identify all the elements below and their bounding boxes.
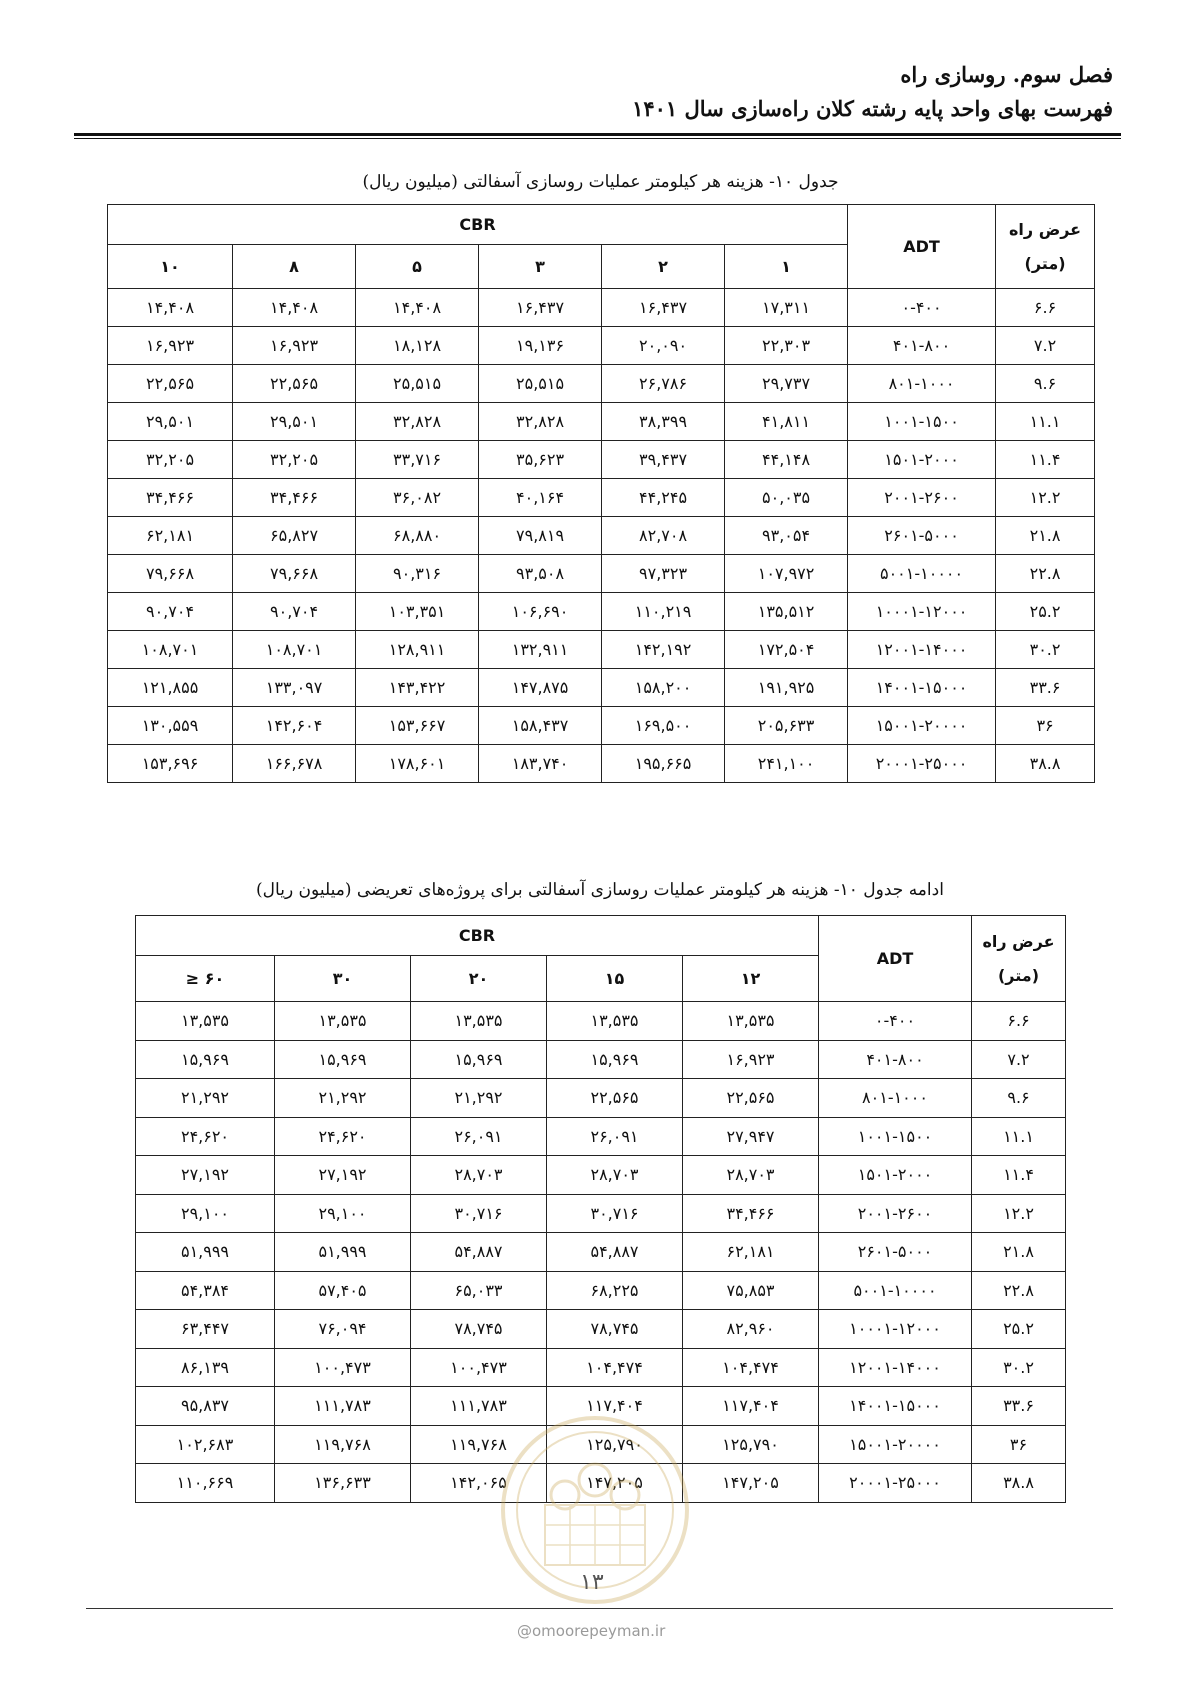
cost-cell: ۹۵,۸۳۷ [136,1387,275,1426]
cost-cell: ۵۰,۰۳۵ [725,479,848,517]
cost-cell: ۱۵,۹۶۹ [547,1040,683,1079]
cost-cell: ۲۵,۵۱۵ [356,365,479,403]
cost-cell: ۱۰۶,۶۹۰ [479,593,602,631]
cost-cell: ۱۴,۴۰۸ [108,289,233,327]
page-header [63,58,1113,126]
header-rule-thin [74,138,1121,139]
cbr-column-header: ۱۲ [683,956,819,1002]
cost-cell: ۱۹,۱۳۶ [479,327,602,365]
cost-cell: ۱۴,۴۰۸ [356,289,479,327]
cost-cell: ۴۰,۱۶۴ [479,479,602,517]
cost-cell: ۱۱۷,۴۰۴ [683,1387,819,1426]
adt-cell: ۱۰۰۱-۱۵۰۰ [819,1117,972,1156]
cost-cell: ۱۷۲,۵۰۴ [725,631,848,669]
cost-cell: ۱۶۹,۵۰۰ [602,707,725,745]
table-row [108,707,1095,745]
cost-cell: ۵۴,۳۸۴ [136,1271,275,1310]
cbr-column-header: ۱۵ [547,956,683,1002]
cost-cell: ۸۲,۷۰۸ [602,517,725,555]
cost-cell: ۳۰,۷۱۶ [411,1194,547,1233]
cost-cell: ۱۰۸,۷۰۱ [233,631,356,669]
road-width-cell: ۲۵.۲ [972,1310,1066,1349]
road-width-cell: ۳۳.۶ [972,1387,1066,1426]
cost-cell: ۶۳,۴۴۷ [136,1310,275,1349]
cost-cell: ۲۹,۵۰۱ [108,403,233,441]
adt-cell: ۱۵۰۰۱-۲۰۰۰۰ [819,1425,972,1464]
table-row [136,1310,1066,1349]
adt-cell: ۱۵۰۱-۲۰۰۰ [848,441,996,479]
cost-cell: ۱۳۲,۹۱۱ [479,631,602,669]
cost-cell: ۱۵,۹۶۹ [411,1040,547,1079]
cost-cell: ۹۰,۷۰۴ [108,593,233,631]
cost-cell: ۲۵,۵۱۵ [479,365,602,403]
road-width-cell: ۹.۶ [996,365,1095,403]
cost-cell: ۶۵,۸۲۷ [233,517,356,555]
cost-cell: ۱۶,۴۳۷ [479,289,602,327]
cost-cell: ۳۰,۷۱۶ [547,1194,683,1233]
adt-cell: ۱۲۰۰۱-۱۴۰۰۰ [819,1348,972,1387]
cost-cell: ۹۰,۷۰۴ [233,593,356,631]
cost-cell: ۸۶,۱۳۹ [136,1348,275,1387]
cost-cell: ۲۷,۱۹۲ [136,1156,275,1195]
cost-cell: ۲۹,۱۰۰ [275,1194,411,1233]
cost-cell: ۷۵,۸۵۳ [683,1271,819,1310]
cbr-column-header: ۳ [479,245,602,289]
cost-cell: ۱۲۵,۷۹۰ [547,1425,683,1464]
adt-header: ADT [819,916,972,1002]
road-width-cell: ۱۲.۲ [972,1194,1066,1233]
cost-cell: ۳۲,۲۰۵ [233,441,356,479]
cost-cell: ۶۸,۲۲۵ [547,1271,683,1310]
cost-cell: ۹۷,۳۲۳ [602,555,725,593]
adt-cell: ۱۲۰۰۱-۱۴۰۰۰ [848,631,996,669]
cost-cell: ۱۲۸,۹۱۱ [356,631,479,669]
cost-cell: ۱۰۸,۷۰۱ [108,631,233,669]
cost-cell: ۱۶,۹۲۳ [233,327,356,365]
cost-cell: ۳۴,۴۶۶ [233,479,356,517]
cost-cell: ۱۳,۵۳۵ [547,1002,683,1041]
cost-cell: ۱۴,۴۰۸ [233,289,356,327]
cost-cell: ۱۳۰,۵۵۹ [108,707,233,745]
cost-cell: ۲۱,۲۹۲ [275,1079,411,1118]
cost-cell: ۱۱۰,۲۱۹ [602,593,725,631]
road-width-cell: ۳۰.۲ [996,631,1095,669]
cost-cell: ۱۷,۳۱۱ [725,289,848,327]
table-row [108,517,1095,555]
cost-cell: ۶۲,۱۸۱ [108,517,233,555]
cost-cell: ۵۴,۸۸۷ [547,1233,683,1272]
cost-cell: ۱۴۲,۶۰۴ [233,707,356,745]
cost-cell: ۱۴۲,۰۶۵ [411,1464,547,1503]
road-width-cell: ۱۱.۱ [996,403,1095,441]
adt-cell: ۵۰۰۱-۱۰۰۰۰ [819,1271,972,1310]
cost-cell: ۵۷,۴۰۵ [275,1271,411,1310]
cbr-header: CBR [108,205,848,245]
cost-cell: ۲۲,۵۶۵ [233,365,356,403]
cost-cell: ۲۲,۳۰۳ [725,327,848,365]
table-row [136,1233,1066,1272]
table-row [136,1156,1066,1195]
cost-cell: ۲۷,۱۹۲ [275,1156,411,1195]
adt-cell: ۲۶۰۱-۵۰۰۰ [848,517,996,555]
cost-cell: ۲۹,۵۰۱ [233,403,356,441]
road-width-cell: ۹.۶ [972,1079,1066,1118]
cost-cell: ۱۵,۹۶۹ [136,1040,275,1079]
road-width-cell: ۲۱.۸ [996,517,1095,555]
cost-cell: ۲۶,۰۹۱ [411,1117,547,1156]
cost-cell: ۵۱,۹۹۹ [136,1233,275,1272]
cost-cell: ۱۴۳,۴۲۲ [356,669,479,707]
cost-cell: ۲۴,۶۲۰ [136,1117,275,1156]
road-width-cell: ۳۸.۸ [996,745,1095,783]
cost-cell: ۲۸,۷۰۳ [411,1156,547,1195]
cost-cell: ۳۵,۶۲۳ [479,441,602,479]
cost-cell: ۲۰۵,۶۳۳ [725,707,848,745]
cost-cell: ۱۳,۵۳۵ [136,1002,275,1041]
road-width-cell: ۳۳.۶ [996,669,1095,707]
cost-cell: ۱۱۱,۷۸۳ [411,1387,547,1426]
adt-cell: ۱۵۰۱-۲۰۰۰ [819,1156,972,1195]
cost-cell: ۲۶,۰۹۱ [547,1117,683,1156]
cost-cell: ۱۶,۹۲۳ [683,1040,819,1079]
cost-cell: ۲۹,۷۳۷ [725,365,848,403]
cost-cell: ۳۸,۳۹۹ [602,403,725,441]
cost-cell: ۲۹,۱۰۰ [136,1194,275,1233]
adt-cell: ۱۰۰۱-۱۵۰۰ [848,403,996,441]
road-width-cell: ۱۱.۱ [972,1117,1066,1156]
table-row [108,631,1095,669]
cost-cell: ۱۶۶,۶۷۸ [233,745,356,783]
watermark-url: @omoorepeyman.ir [517,1622,666,1640]
cost-cell: ۱۳۵,۵۱۲ [725,593,848,631]
cost-cell: ۲۲,۵۶۵ [683,1079,819,1118]
cost-cell: ۲۰,۰۹۰ [602,327,725,365]
table-row [108,365,1095,403]
road-width-cell: ۲۵.۲ [996,593,1095,631]
adt-cell: ۸۰۱-۱۰۰۰ [819,1079,972,1118]
cost-cell: ۸۲,۹۶۰ [683,1310,819,1349]
table-row [136,1040,1066,1079]
cost-cell: ۱۴۷,۲۰۵ [547,1464,683,1503]
cost-cell: ۷۶,۰۹۴ [275,1310,411,1349]
cost-cell: ۱۶,۹۲۳ [108,327,233,365]
cost-cell: ۳۲,۲۰۵ [108,441,233,479]
cost-cell: ۴۴,۲۴۵ [602,479,725,517]
cost-cell: ۱۸,۱۲۸ [356,327,479,365]
cost-cell: ۱۰۴,۴۷۴ [683,1348,819,1387]
table-row [108,441,1095,479]
cost-cell: ۲۴۱,۱۰۰ [725,745,848,783]
cost-cell: ۹۳,۵۰۸ [479,555,602,593]
cbr-column-header: ۸ [233,245,356,289]
road-width-cell: ۱۱.۴ [972,1156,1066,1195]
cost-cell: ۳۲,۸۲۸ [479,403,602,441]
table-row [108,555,1095,593]
cost-cell: ۱۰۲,۶۸۳ [136,1425,275,1464]
table-row [108,403,1095,441]
cost-cell: ۳۶,۰۸۲ [356,479,479,517]
adt-header: ADT [848,205,996,289]
table-row [108,745,1095,783]
cost-cell: ۵۴,۸۸۷ [411,1233,547,1272]
cost-cell: ۷۸,۷۴۵ [411,1310,547,1349]
cbr-column-header: ۵ [356,245,479,289]
road-width-cell: ۲۲.۸ [996,555,1095,593]
cost-cell: ۱۰۰,۴۷۳ [411,1348,547,1387]
road-width-cell: ۶.۶ [972,1002,1066,1041]
road-width-cell: ۳۸.۸ [972,1464,1066,1503]
header-rule [74,133,1121,136]
cost-table-1 [107,204,1095,783]
adt-cell: ۴۰۱-۸۰۰ [848,327,996,365]
adt-cell: ۱۰۰۰۱-۱۲۰۰۰ [819,1310,972,1349]
cost-cell: ۲۷,۹۴۷ [683,1117,819,1156]
cost-cell: ۳۴,۴۶۶ [683,1194,819,1233]
cost-cell: ۲۱,۲۹۲ [411,1079,547,1118]
cost-cell: ۱۵۸,۲۰۰ [602,669,725,707]
cost-cell: ۷۹,۶۶۸ [233,555,356,593]
adt-cell: ۵۰۰۱-۱۰۰۰۰ [848,555,996,593]
adt-cell: ۰-۴۰۰ [819,1002,972,1041]
cbr-column-header: ۲۰ [411,956,547,1002]
cost-cell: ۱۵۳,۶۹۶ [108,745,233,783]
road-width-cell: ۱۱.۴ [996,441,1095,479]
cost-cell: ۷۹,۶۶۸ [108,555,233,593]
table-row [136,1002,1066,1041]
cost-cell: ۴۱,۸۱۱ [725,403,848,441]
cost-cell: ۷۹,۸۱۹ [479,517,602,555]
road-width-cell: ۲۱.۸ [972,1233,1066,1272]
cost-cell: ۱۰۴,۴۷۴ [547,1348,683,1387]
adt-cell: ۱۰۰۰۱-۱۲۰۰۰ [848,593,996,631]
table-row [108,479,1095,517]
adt-cell: ۲۰۰۱-۲۶۰۰ [848,479,996,517]
cost-cell: ۳۳,۷۱۶ [356,441,479,479]
adt-cell: ۸۰۱-۱۰۰۰ [848,365,996,403]
cost-cell: ۱۳,۵۳۵ [275,1002,411,1041]
table-row [108,593,1095,631]
cost-cell: ۱۱۹,۷۶۸ [275,1425,411,1464]
cbr-column-header: ۳۰ [275,956,411,1002]
cost-cell: ۶۵,۰۳۳ [411,1271,547,1310]
cost-cell: ۱۰۷,۹۷۲ [725,555,848,593]
cost-cell: ۳۴,۴۶۶ [108,479,233,517]
road-width-cell: ۷.۲ [972,1040,1066,1079]
cost-cell: ۶۲,۱۸۱ [683,1233,819,1272]
cost-cell: ۱۳۶,۶۳۳ [275,1464,411,1503]
table-row [136,1271,1066,1310]
adt-cell: ۴۰۱-۸۰۰ [819,1040,972,1079]
cost-cell: ۳۹,۴۳۷ [602,441,725,479]
cbr-column-header: ۱ [725,245,848,289]
cost-cell: ۱۴۲,۱۹۲ [602,631,725,669]
cost-cell: ۵۱,۹۹۹ [275,1233,411,1272]
chapter-title: فصل سوم. روسازی راه [900,62,1113,87]
cost-cell: ۱۳,۵۳۵ [683,1002,819,1041]
table-row [108,327,1095,365]
cost-cell: ۱۸۳,۷۴۰ [479,745,602,783]
adt-cell: ۲۰۰۰۱-۲۵۰۰۰ [848,745,996,783]
road-width-cell: ۱۲.۲ [996,479,1095,517]
table-row [108,669,1095,707]
cost-cell: ۱۱۰,۶۶۹ [136,1464,275,1503]
cost-cell: ۱۴۷,۸۷۵ [479,669,602,707]
road-width-cell: ۳۰.۲ [972,1348,1066,1387]
adt-cell: ۲۶۰۱-۵۰۰۰ [819,1233,972,1272]
cost-cell: ۴۴,۱۴۸ [725,441,848,479]
cost-cell: ۲۶,۷۸۶ [602,365,725,403]
cost-cell: ۳۲,۸۲۸ [356,403,479,441]
cost-cell: ۱۳۳,۰۹۷ [233,669,356,707]
cost-cell: ۱۱۹,۷۶۸ [411,1425,547,1464]
cost-cell: ۱۷۸,۶۰۱ [356,745,479,783]
cost-cell: ۱۴۷,۲۰۵ [683,1464,819,1503]
cost-cell: ۲۱,۲۹۲ [136,1079,275,1118]
cost-cell: ۱۶,۴۳۷ [602,289,725,327]
cbr-column-header: ۲ [602,245,725,289]
page-number: ۱۳ [580,1570,604,1595]
cost-cell: ۱۳,۵۳۵ [411,1002,547,1041]
cost-cell: ۱۵۸,۴۳۷ [479,707,602,745]
width-header: عرض راه (متر) [996,205,1095,289]
cost-cell: ۱۹۱,۹۲۵ [725,669,848,707]
road-width-cell: ۳۶ [996,707,1095,745]
adt-cell: ۱۵۰۰۱-۲۰۰۰۰ [848,707,996,745]
cost-cell: ۱۱۷,۴۰۴ [547,1387,683,1426]
cost-cell: ۱۹۵,۶۶۵ [602,745,725,783]
table-row [136,1079,1066,1118]
cost-cell: ۱۵۳,۶۶۷ [356,707,479,745]
cost-cell: ۲۸,۷۰۳ [683,1156,819,1195]
road-width-cell: ۶.۶ [996,289,1095,327]
adt-cell: ۲۰۰۱-۲۶۰۰ [819,1194,972,1233]
cost-cell: ۱۰۳,۳۵۱ [356,593,479,631]
table-row [136,1194,1066,1233]
cost-cell: ۱۲۱,۸۵۵ [108,669,233,707]
cost-cell: ۲۲,۵۶۵ [547,1079,683,1118]
cost-cell: ۱۵,۹۶۹ [275,1040,411,1079]
road-width-cell: ۲۲.۸ [972,1271,1066,1310]
road-width-cell: ۷.۲ [996,327,1095,365]
width-header: عرض راه (متر) [972,916,1066,1002]
cost-cell: ۹۳,۰۵۴ [725,517,848,555]
table2-caption: ادامه جدول ۱۰- هزینه هر کیلومتر عملیات روسازی آسفالتی برای پروژه‌های تعریضی (میلیون ریال) [256,880,944,900]
cbr-column-header: ۱۰ [108,245,233,289]
adt-cell: ۱۴۰۰۱-۱۵۰۰۰ [848,669,996,707]
cost-cell: ۷۸,۷۴۵ [547,1310,683,1349]
table-row [108,289,1095,327]
table-row [136,1117,1066,1156]
cost-cell: ۲۲,۵۶۵ [108,365,233,403]
cost-cell: ۶۸,۸۸۰ [356,517,479,555]
cbr-header: CBR [136,916,819,956]
table-row [136,1348,1066,1387]
footer-rule [86,1608,1113,1609]
cost-cell: ۹۰,۳۱۶ [356,555,479,593]
document-title: فهرست بهای واحد پایه رشته کلان راه‌سازی سال ۱۴۰۱ [632,96,1113,121]
adt-cell: ۲۰۰۰۱-۲۵۰۰۰ [819,1464,972,1503]
cost-cell: ۱۲۵,۷۹۰ [683,1425,819,1464]
adt-cell: ۱۴۰۰۱-۱۵۰۰۰ [819,1387,972,1426]
road-width-cell: ۳۶ [972,1425,1066,1464]
cost-cell: ۱۰۰,۴۷۳ [275,1348,411,1387]
table1-caption: جدول ۱۰- هزینه هر کیلومتر عملیات روسازی آسفالتی (میلیون ریال) [362,172,839,192]
cost-cell: ۲۸,۷۰۳ [547,1156,683,1195]
adt-cell: ۰-۴۰۰ [848,289,996,327]
cost-cell: ۱۱۱,۷۸۳ [275,1387,411,1426]
cbr-column-header: ۶۰ ≤ [136,956,275,1002]
cost-cell: ۲۴,۶۲۰ [275,1117,411,1156]
